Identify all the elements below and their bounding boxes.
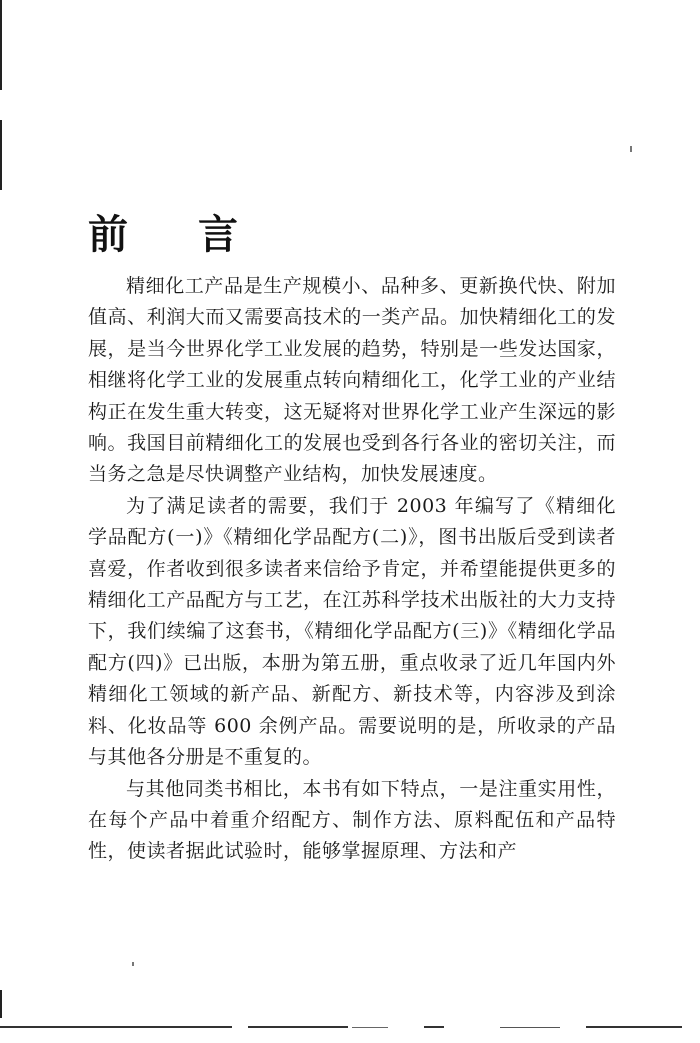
- scan-speck: [132, 962, 134, 966]
- title-char-2: 言: [198, 211, 238, 258]
- scan-speck: [630, 146, 632, 152]
- preface-body: [88, 271, 616, 868]
- paragraph-2: 为了满足读者的需要，我们于 2003 年编写了《精细化学品配方(一)》《精细化学品配方(二)》，图书出版后受到读者喜爱，作者收到很多读者来信给予肯定，并希望能提供更多的精细化工产品配方与工艺，在江苏科学技术出版社的大力支持下，我们续编了这套书，《精细化学品配方(三)》《精细化学品配方(四)》已出版，本册为第五册，重点收录了近几年国内外精细化工领域的新产品、新配方、新技术等，内容涉及到涂料、化妆品等 600 余例产品。需要说明的是，所收录的产品与其他各分册是不重复的。: [88, 494, 616, 769]
- paragraph-1: 精细化工产品是生产规模小、品种多、更新换代快、附加值高、利润大而又需要高技术的一类产品。加快精细化工的发展，是当今世界化学工业发展的趋势，特别是一些发达国家，相继将化学工业的发展重点转向精细化工，化学工业的产业结构正在发生重大转变，这无疑将对世界化学工业产生深远的影响。我国目前精细化工的发展也受到各行各业的密切关注，而当务之急是尽快调整产业结构，加快发展速度。: [88, 275, 616, 486]
- paragraph-3: 与其他同类书相比，本书有如下特点，一是注重实用性，在每个产品中着重介绍配方、制作方法、原料配伍和产品特性，使读者据此试验时，能够掌握原理、方法和产: [88, 777, 616, 863]
- footer-rule: [500, 1027, 560, 1028]
- page-title: [88, 205, 238, 257]
- scan-edge-mark: [0, 120, 2, 190]
- footer-rule: [248, 1026, 348, 1028]
- footer-rule: [352, 1027, 388, 1028]
- scan-edge-mark: [0, 990, 2, 1018]
- footer-rule: [424, 1026, 444, 1028]
- title-char-1: 前: [88, 211, 128, 258]
- footer-rule: [586, 1026, 682, 1028]
- footer-rule: [0, 1026, 232, 1028]
- scan-edge-mark: [0, 0, 2, 90]
